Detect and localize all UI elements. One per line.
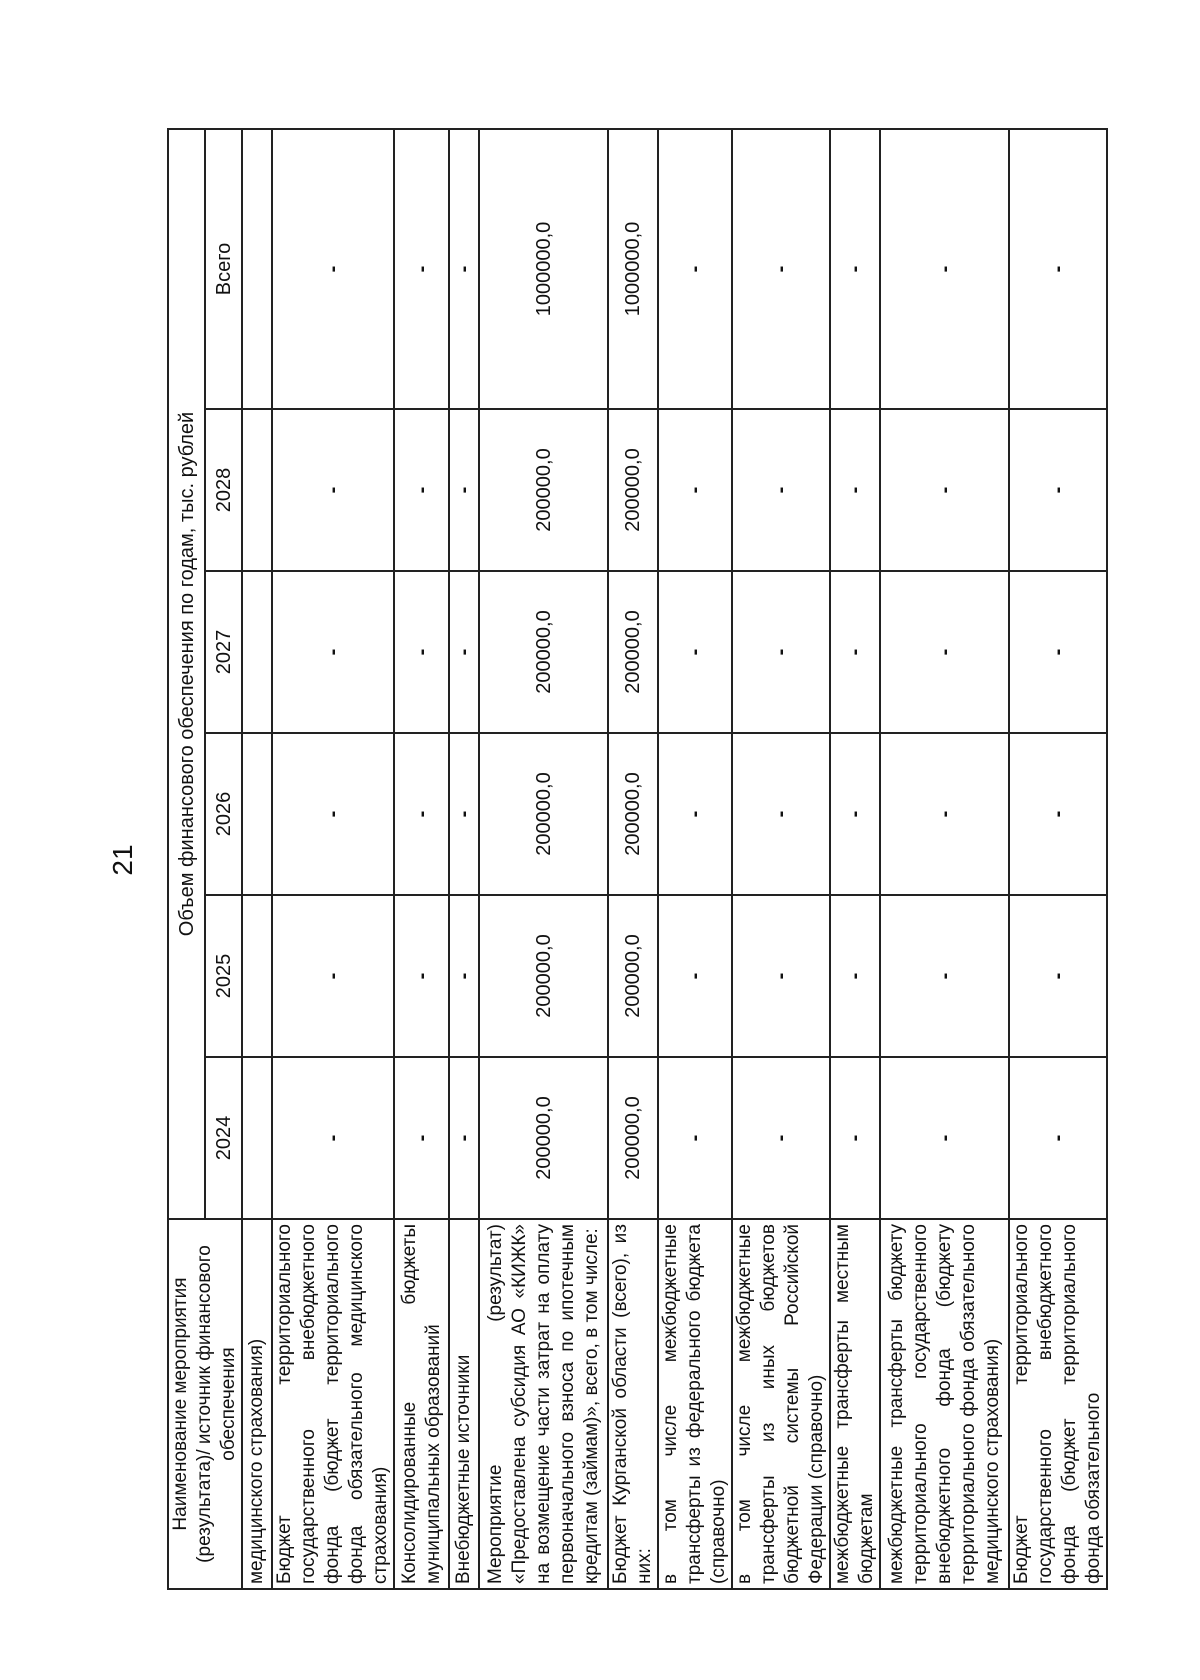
header-financing-group: Объем финансового обеспечения по годам, тыс. рублей (168, 129, 205, 1219)
cell-2026 (242, 733, 272, 895)
cell-2026: - (1009, 733, 1107, 895)
cell-total: - (732, 129, 830, 409)
cell-total: - (880, 129, 1009, 409)
cell-2024: - (272, 1057, 394, 1219)
financing-table (167, 128, 1108, 1590)
cell-2027: - (272, 571, 394, 733)
row-label: Бюджет территориального государственного внебюджетного фонда (бюджет территориального фонда обязательного медицинского страхования) (272, 1219, 394, 1589)
row-label: Мероприятие (результат) «Предоставлена субсидия АО «КИЖК» на возмещение части затрат на оплату первоначального взноса по ипотечным кредитам (займам)», всего, в том числе: (479, 1219, 608, 1589)
cell-2024: 200000,0 (479, 1057, 608, 1219)
table-row (449, 129, 479, 1589)
table-row (242, 129, 272, 1589)
cell-2024 (242, 1057, 272, 1219)
cell-2025: - (830, 895, 880, 1057)
cell-2024: - (732, 1057, 830, 1219)
cell-2028: - (272, 409, 394, 571)
cell-total (242, 129, 272, 409)
cell-2026: - (732, 733, 830, 895)
cell-2028: - (880, 409, 1009, 571)
cell-2027: - (732, 571, 830, 733)
cell-2026: - (272, 733, 394, 895)
cell-2028: - (830, 409, 880, 571)
cell-2025: - (732, 895, 830, 1057)
cell-2026: 200000,0 (608, 733, 658, 895)
row-label: в том числе межбюджетные трансферты из федерального бюджета (справочно) (658, 1219, 732, 1589)
cell-2024: - (830, 1057, 880, 1219)
row-label: Консолидированные бюджеты муниципальных образований (394, 1219, 449, 1589)
cell-total: - (1009, 129, 1107, 409)
cell-2024: - (658, 1057, 732, 1219)
table-row (608, 129, 658, 1589)
cell-2027: - (830, 571, 880, 733)
cell-2027 (242, 571, 272, 733)
cell-2028: - (394, 409, 449, 571)
cell-2026: - (658, 733, 732, 895)
cell-2028: - (449, 409, 479, 571)
cell-total: - (830, 129, 880, 409)
cell-2027: - (1009, 571, 1107, 733)
table-row (880, 129, 1009, 1589)
table-row (272, 129, 394, 1589)
table-row (830, 129, 880, 1589)
cell-2028: - (658, 409, 732, 571)
header-total: Всего (205, 129, 242, 409)
cell-total: - (658, 129, 732, 409)
cell-2027: - (449, 571, 479, 733)
cell-total: - (272, 129, 394, 409)
cell-total: - (394, 129, 449, 409)
header-year-2025: 2025 (205, 895, 242, 1057)
row-label: медицинского страхования) (242, 1219, 272, 1589)
cell-2024: 200000,0 (608, 1057, 658, 1219)
cell-2024: - (1009, 1057, 1107, 1219)
cell-2024: - (880, 1057, 1009, 1219)
cell-2026: - (880, 733, 1009, 895)
table-row (394, 129, 449, 1589)
cell-2024: - (394, 1057, 449, 1219)
cell-2025: - (1009, 895, 1107, 1057)
cell-2027: - (658, 571, 732, 733)
cell-2025: 200000,0 (608, 895, 658, 1057)
table-row (732, 129, 830, 1589)
header-year-2028: 2028 (205, 409, 242, 571)
cell-2028 (242, 409, 272, 571)
row-label: Бюджет Курганской области (всего), из них: (608, 1219, 658, 1589)
cell-2025: - (394, 895, 449, 1057)
header-year-2024: 2024 (205, 1057, 242, 1219)
header-year-2027: 2027 (205, 571, 242, 733)
cell-2027: - (394, 571, 449, 733)
cell-2026: - (830, 733, 880, 895)
cell-2027: 200000,0 (479, 571, 608, 733)
page-number: 21 (107, 844, 138, 876)
cell-2026: 200000,0 (479, 733, 608, 895)
row-label: межбюджетные трансферты бюджету территориального государственного внебюджетного фонда (бюджету территориального фонда обязательного медицинского страхования) (880, 1219, 1009, 1589)
table-row (1009, 129, 1107, 1589)
cell-2028: 200000,0 (479, 409, 608, 571)
cell-2028: - (1009, 409, 1107, 571)
cell-2027: - (880, 571, 1009, 733)
cell-2025: - (880, 895, 1009, 1057)
header-name-column: Наименование мероприятия (результата)/ источник финансового обеспечения (168, 1219, 242, 1589)
row-label: межбюджетные трансферты местным бюджетам (830, 1219, 880, 1589)
cell-2025: - (658, 895, 732, 1057)
cell-2028: 200000,0 (608, 409, 658, 571)
cell-total: 1000000,0 (479, 129, 608, 409)
table-row (479, 129, 608, 1589)
cell-2027: 200000,0 (608, 571, 658, 733)
table-row (658, 129, 732, 1589)
cell-2025 (242, 895, 272, 1057)
row-label: Бюджет территориального государственного внебюджетного фонда (бюджет территориального фонда обязательного (1009, 1219, 1107, 1589)
row-label: Внебюджетные источники (449, 1219, 479, 1589)
cell-2026: - (394, 733, 449, 895)
cell-total: - (449, 129, 479, 409)
rotated-page-content (107, 130, 1127, 1590)
cell-2025: - (272, 895, 394, 1057)
cell-2028: - (732, 409, 830, 571)
cell-2026: - (449, 733, 479, 895)
row-label: в том числе межбюджетные трансферты из иных бюджетов бюджетной системы Российской Федерации (справочно) (732, 1219, 830, 1589)
cell-2025: 200000,0 (479, 895, 608, 1057)
cell-2025: - (449, 895, 479, 1057)
cell-total: 1000000,0 (608, 129, 658, 409)
cell-2024: - (449, 1057, 479, 1219)
header-year-2026: 2026 (205, 733, 242, 895)
